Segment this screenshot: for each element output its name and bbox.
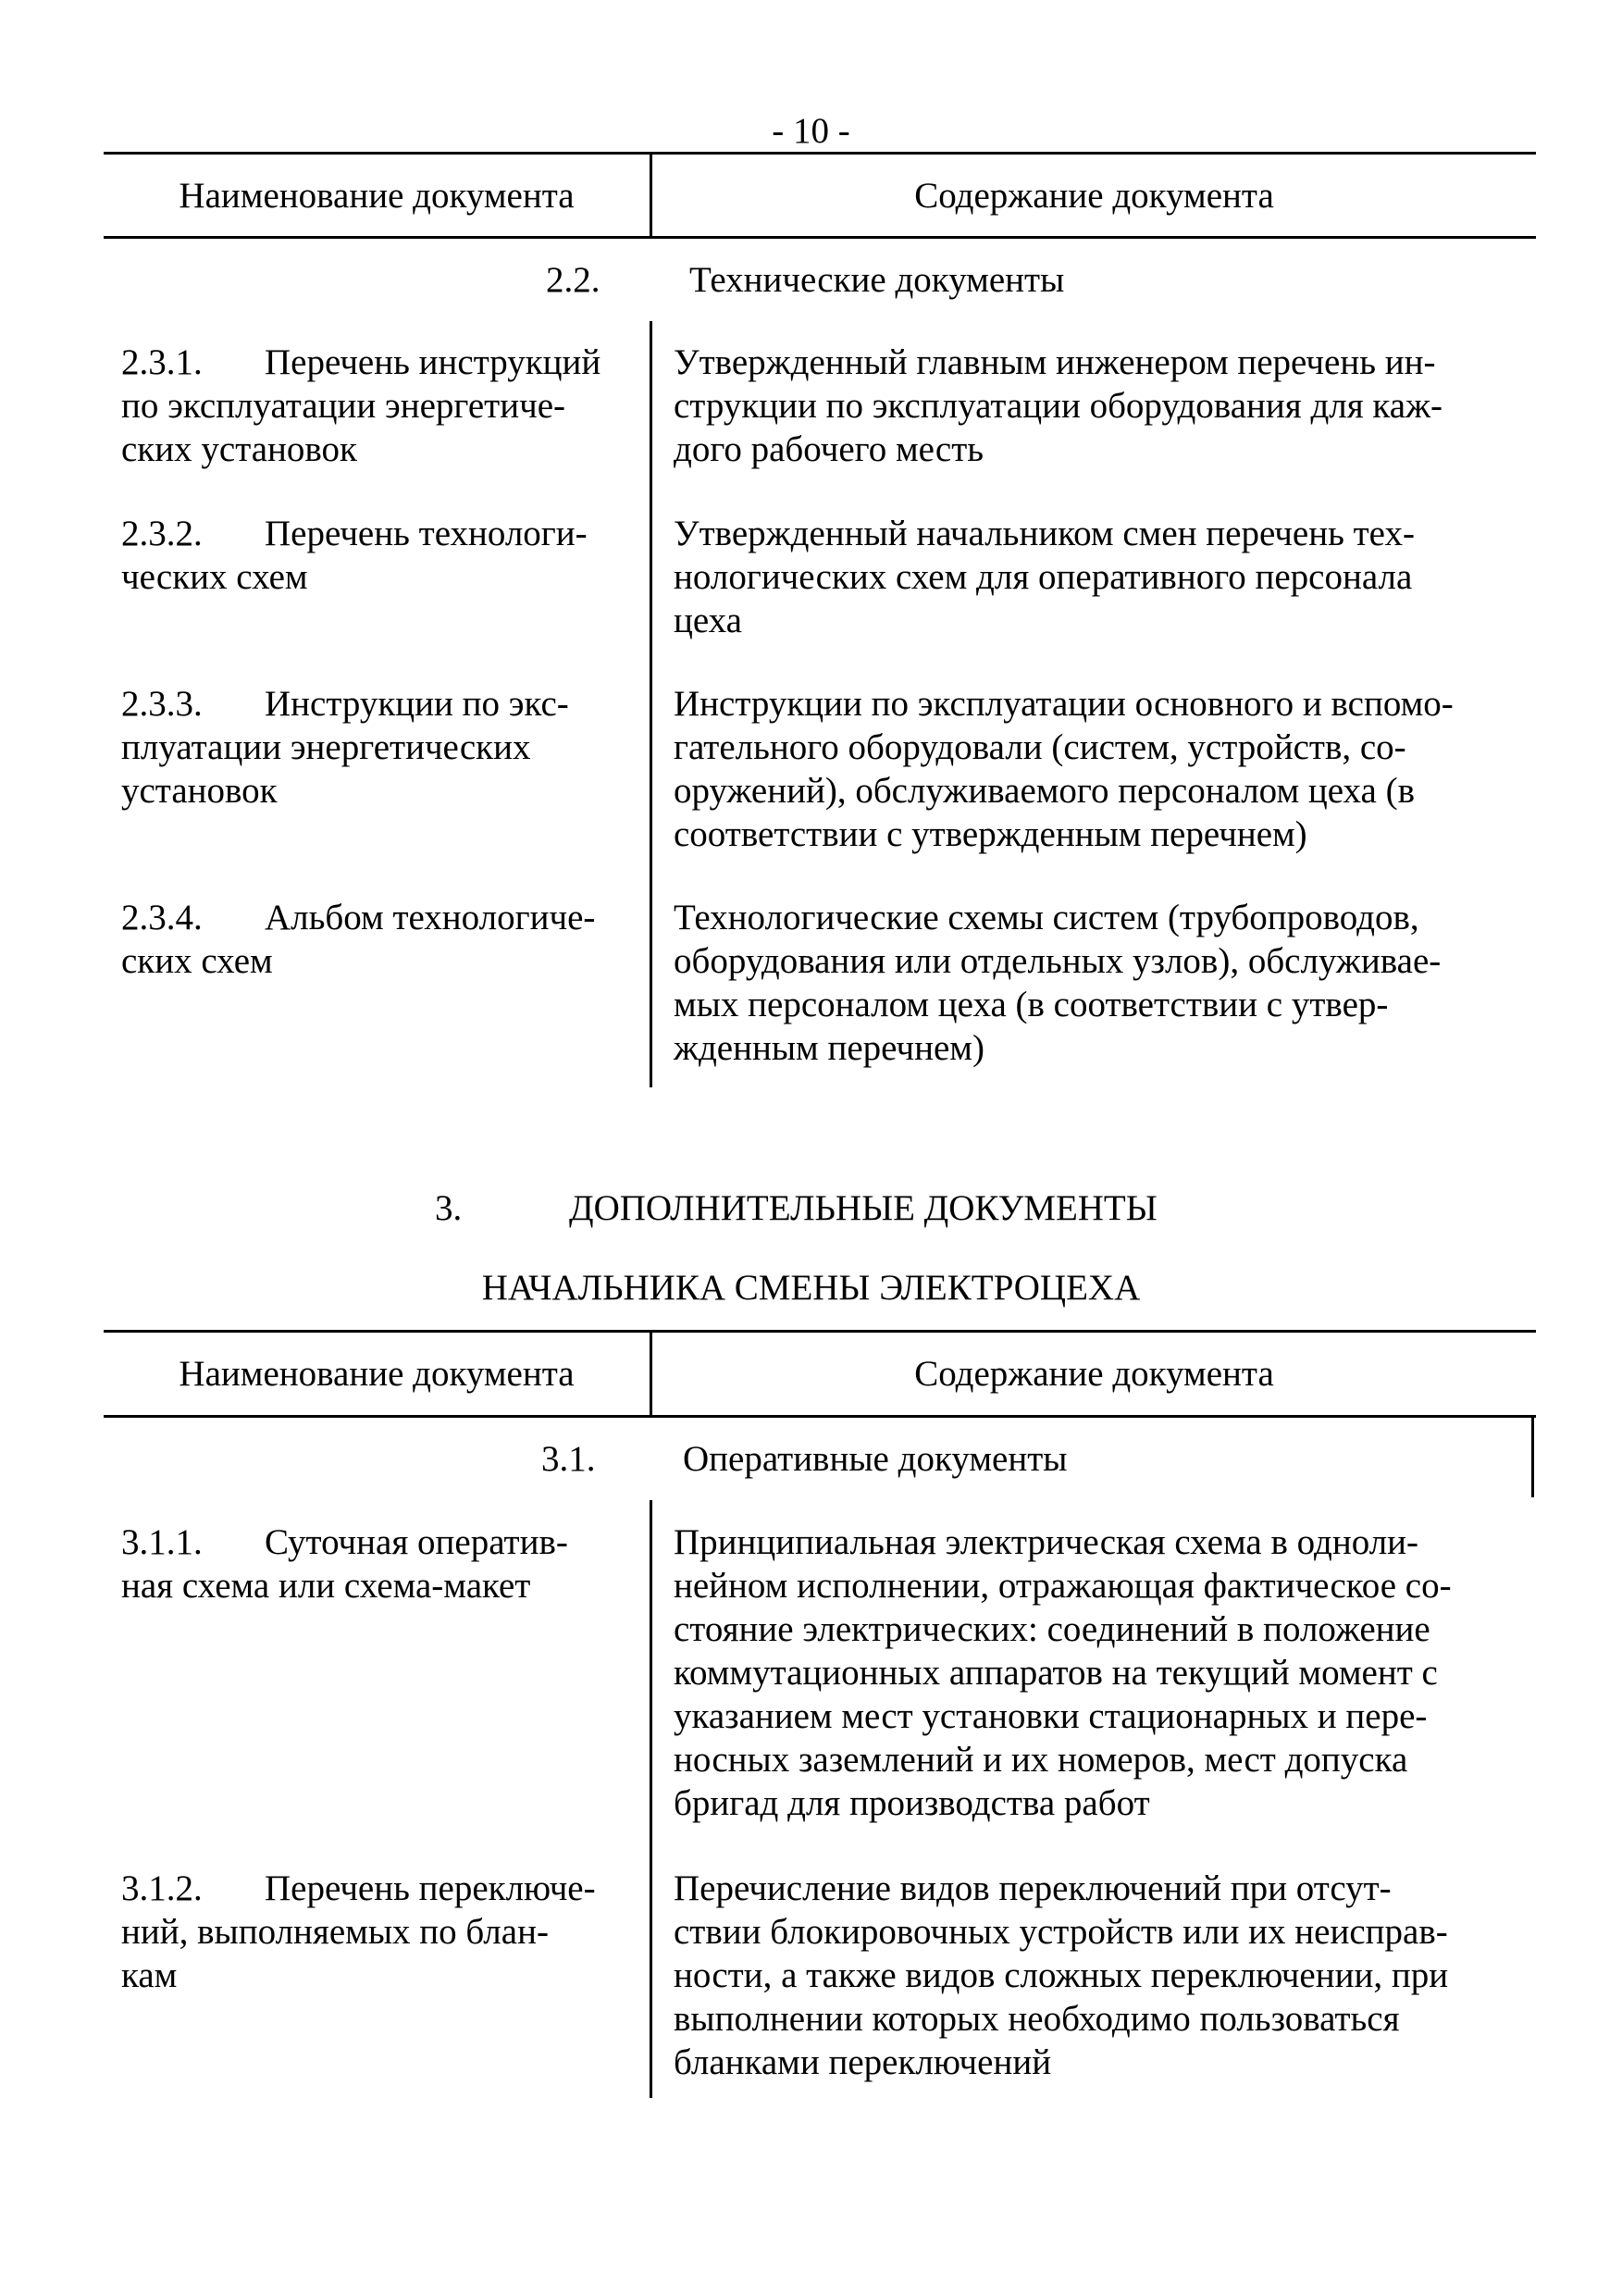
table1-header-name: Наименование документа	[179, 176, 575, 216]
row-content: Инструкции по эксплуатации основного и вспомо- гательного оборудовали (систем, устройств, со- оружений), обслуживаемого персоналом цеха (в соответствии с утвержденным перечнем)	[674, 684, 1454, 854]
row-name-text: Перечень инструкций по эксплуатации энергетиче- ских установок	[121, 342, 601, 469]
table2-top-rule	[104, 1330, 1536, 1333]
row-number: 2.3.4.	[121, 898, 203, 937]
row-name	[121, 1867, 635, 1997]
section-3-1-number: 3.1.	[541, 1439, 596, 1479]
row-content: Технологические схемы систем (трубопроводов, оборудования или отдельных узлов), обслуживае- мых персоналом цеха (в соответствии с утвер- жденным перечнем)	[674, 898, 1442, 1068]
row-number: 2.3.1.	[121, 342, 203, 382]
table1-body-divider	[650, 321, 652, 1087]
row-name	[121, 682, 635, 813]
row-number: 2.3.3.	[121, 684, 203, 724]
row-name	[121, 512, 635, 599]
row-name	[121, 896, 635, 983]
row-content: Утвержденный начальником смен перечень тех- нологических схем для оперативного персонала цеха	[674, 514, 1415, 640]
row-name-text: Инструкции по экс- плуатации энергетических установок	[121, 684, 569, 811]
table2-header-rule	[104, 1415, 1536, 1418]
table1-header-content: Содержание документа	[914, 176, 1274, 216]
section-2-2-number: 2.2.	[546, 260, 601, 300]
table2-header-name: Наименование документа	[179, 1354, 575, 1394]
row-number: 2.3.2.	[121, 514, 203, 553]
row-content: Перечисление видов переключений при отсут- ствии блокировочных устройств или их неисправ- ности, а также видов сложных переключении, при выполнении которых необходимо пользоваться бланками переключений	[674, 1868, 1449, 2082]
row-name	[121, 1520, 635, 1607]
table2-body-divider	[650, 1500, 652, 2098]
table1-top-rule	[104, 152, 1536, 155]
section-3-number: 3.	[435, 1188, 463, 1228]
section-3-title-line2: НАЧАЛЬНИКА СМЕНЫ ЭЛЕКТРОЦЕХА	[481, 1268, 1141, 1308]
row-number: 3.1.2.	[121, 1868, 203, 1908]
section-3-title-line1: ДОПОЛНИТЕЛЬНЫЕ ДОКУМЕНТЫ	[569, 1188, 1158, 1228]
page-number: - 10 -	[772, 111, 850, 151]
row-number: 3.1.1.	[121, 1522, 203, 1562]
section-2-2-title: Технические документы	[689, 260, 1065, 300]
row-content: Принципиальная электрическая схема в одноли- нейном исполнении, отражающая фактическое со- стояние электрических: соединений в положение коммутационных аппаратов на текущий момент с указанием мест установки стационарных и пере- носных заземлений и их номеров, мест допуска бригад для производства работ	[674, 1522, 1452, 1823]
row-name-text: Перечень технологи- ческих схем	[121, 514, 588, 597]
row-name-text: Альбом технологиче- ских схем	[121, 898, 596, 981]
section-3-1-title: Оперативные документы	[683, 1439, 1068, 1479]
row-name	[121, 341, 635, 471]
row-name-text: Суточная оператив- ная схема или схема-макет	[121, 1522, 568, 1606]
table2-right-border	[1531, 1415, 1534, 1497]
row-name-text: Перечень переключе- ний, выполняемых по блан- кам	[121, 1868, 596, 1995]
table1-header-rule	[104, 236, 1536, 239]
table2-header-content: Содержание документа	[914, 1354, 1274, 1394]
row-content: Утвержденный главным инженером перечень ин- струкции по эксплуатации оборудования для каж- дого рабочего месть	[674, 342, 1443, 469]
